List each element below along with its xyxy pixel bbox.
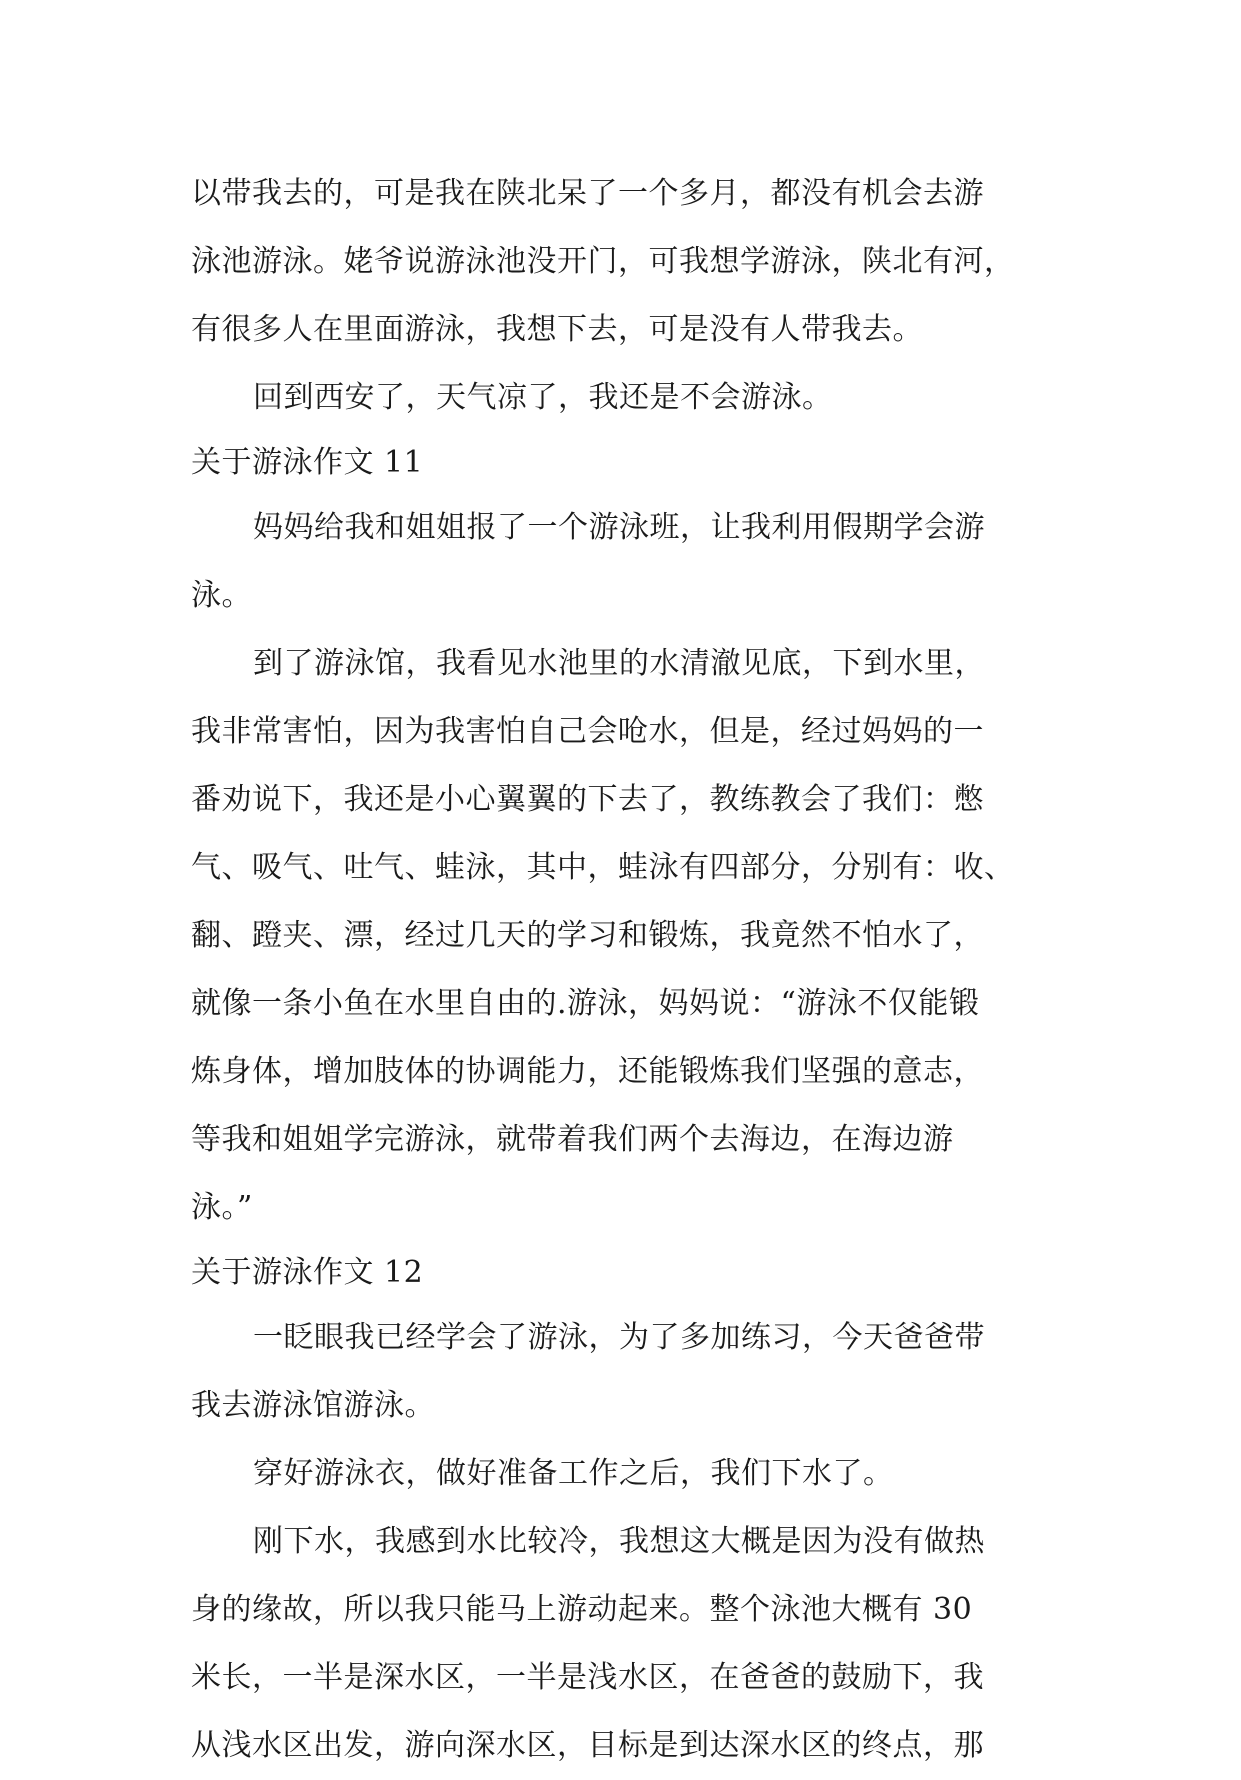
text-line: 到了游泳馆，我看见水池里的水清澈见底，下到水里， — [253, 646, 985, 681]
text-line: 我非常害怕，因为我害怕自己会呛水，但是，经过妈妈的一 — [191, 714, 984, 749]
text-line: 以带我去的，可是我在陕北呆了一个多月，都没有机会去游 — [191, 176, 984, 211]
text-line: 妈妈给我和姐姐报了一个游泳班，让我利用假期学会游 — [253, 510, 985, 545]
text-line: 炼身体，增加肢体的协调能力，还能锻炼我们坚强的意志， — [191, 1054, 984, 1089]
text-line: 回到西安了，天气凉了，我还是不会游泳。 — [253, 380, 833, 415]
section-heading: 关于游泳作文 11 — [191, 445, 424, 480]
text-line: 从浅水区出发，游向深水区，目标是到达深水区的终点，那 — [191, 1728, 984, 1763]
text-line: 穿好游泳衣，做好准备工作之后，我们下水了。 — [253, 1456, 894, 1491]
text-line: 等我和姐姐学完游泳，就带着我们两个去海边，在海边游 — [191, 1122, 954, 1157]
text-line: 身的缘故，所以我只能马上游动起来。整个泳池大概有 30 — [191, 1592, 973, 1627]
text-line: 一眨眼我已经学会了游泳，为了多加练习，今天爸爸带 — [253, 1320, 985, 1355]
text-line: 气、吸气、吐气、蛙泳，其中，蛙泳有四部分，分别有：收、 — [191, 850, 1015, 885]
text-line: 刚下水，我感到水比较冷，我想这大概是因为没有做热 — [253, 1524, 985, 1559]
document-page — [191, 160, 1051, 1780]
text-line: 翻、蹬夹、漂，经过几天的学习和锻炼，我竟然不怕水了， — [191, 918, 984, 953]
text-line: 泳。 — [191, 578, 252, 613]
text-line: 米长，一半是深水区，一半是浅水区，在爸爸的鼓励下，我 — [191, 1660, 984, 1695]
section-heading: 关于游泳作文 12 — [191, 1255, 424, 1290]
text-line: 就像一条小鱼在水里自由的.游泳，妈妈说：“游泳不仅能锻 — [191, 986, 980, 1021]
text-line: 我去游泳馆游泳。 — [191, 1388, 435, 1423]
text-line: 泳池游泳。姥爷说游泳池没开门，可我想学游泳，陕北有河， — [191, 244, 1015, 279]
text-line: 番劝说下，我还是小心翼翼的下去了，教练教会了我们：憋 — [191, 782, 984, 817]
text-line: 泳。” — [191, 1190, 253, 1225]
text-line: 有很多人在里面游泳，我想下去，可是没有人带我去。 — [191, 312, 923, 347]
